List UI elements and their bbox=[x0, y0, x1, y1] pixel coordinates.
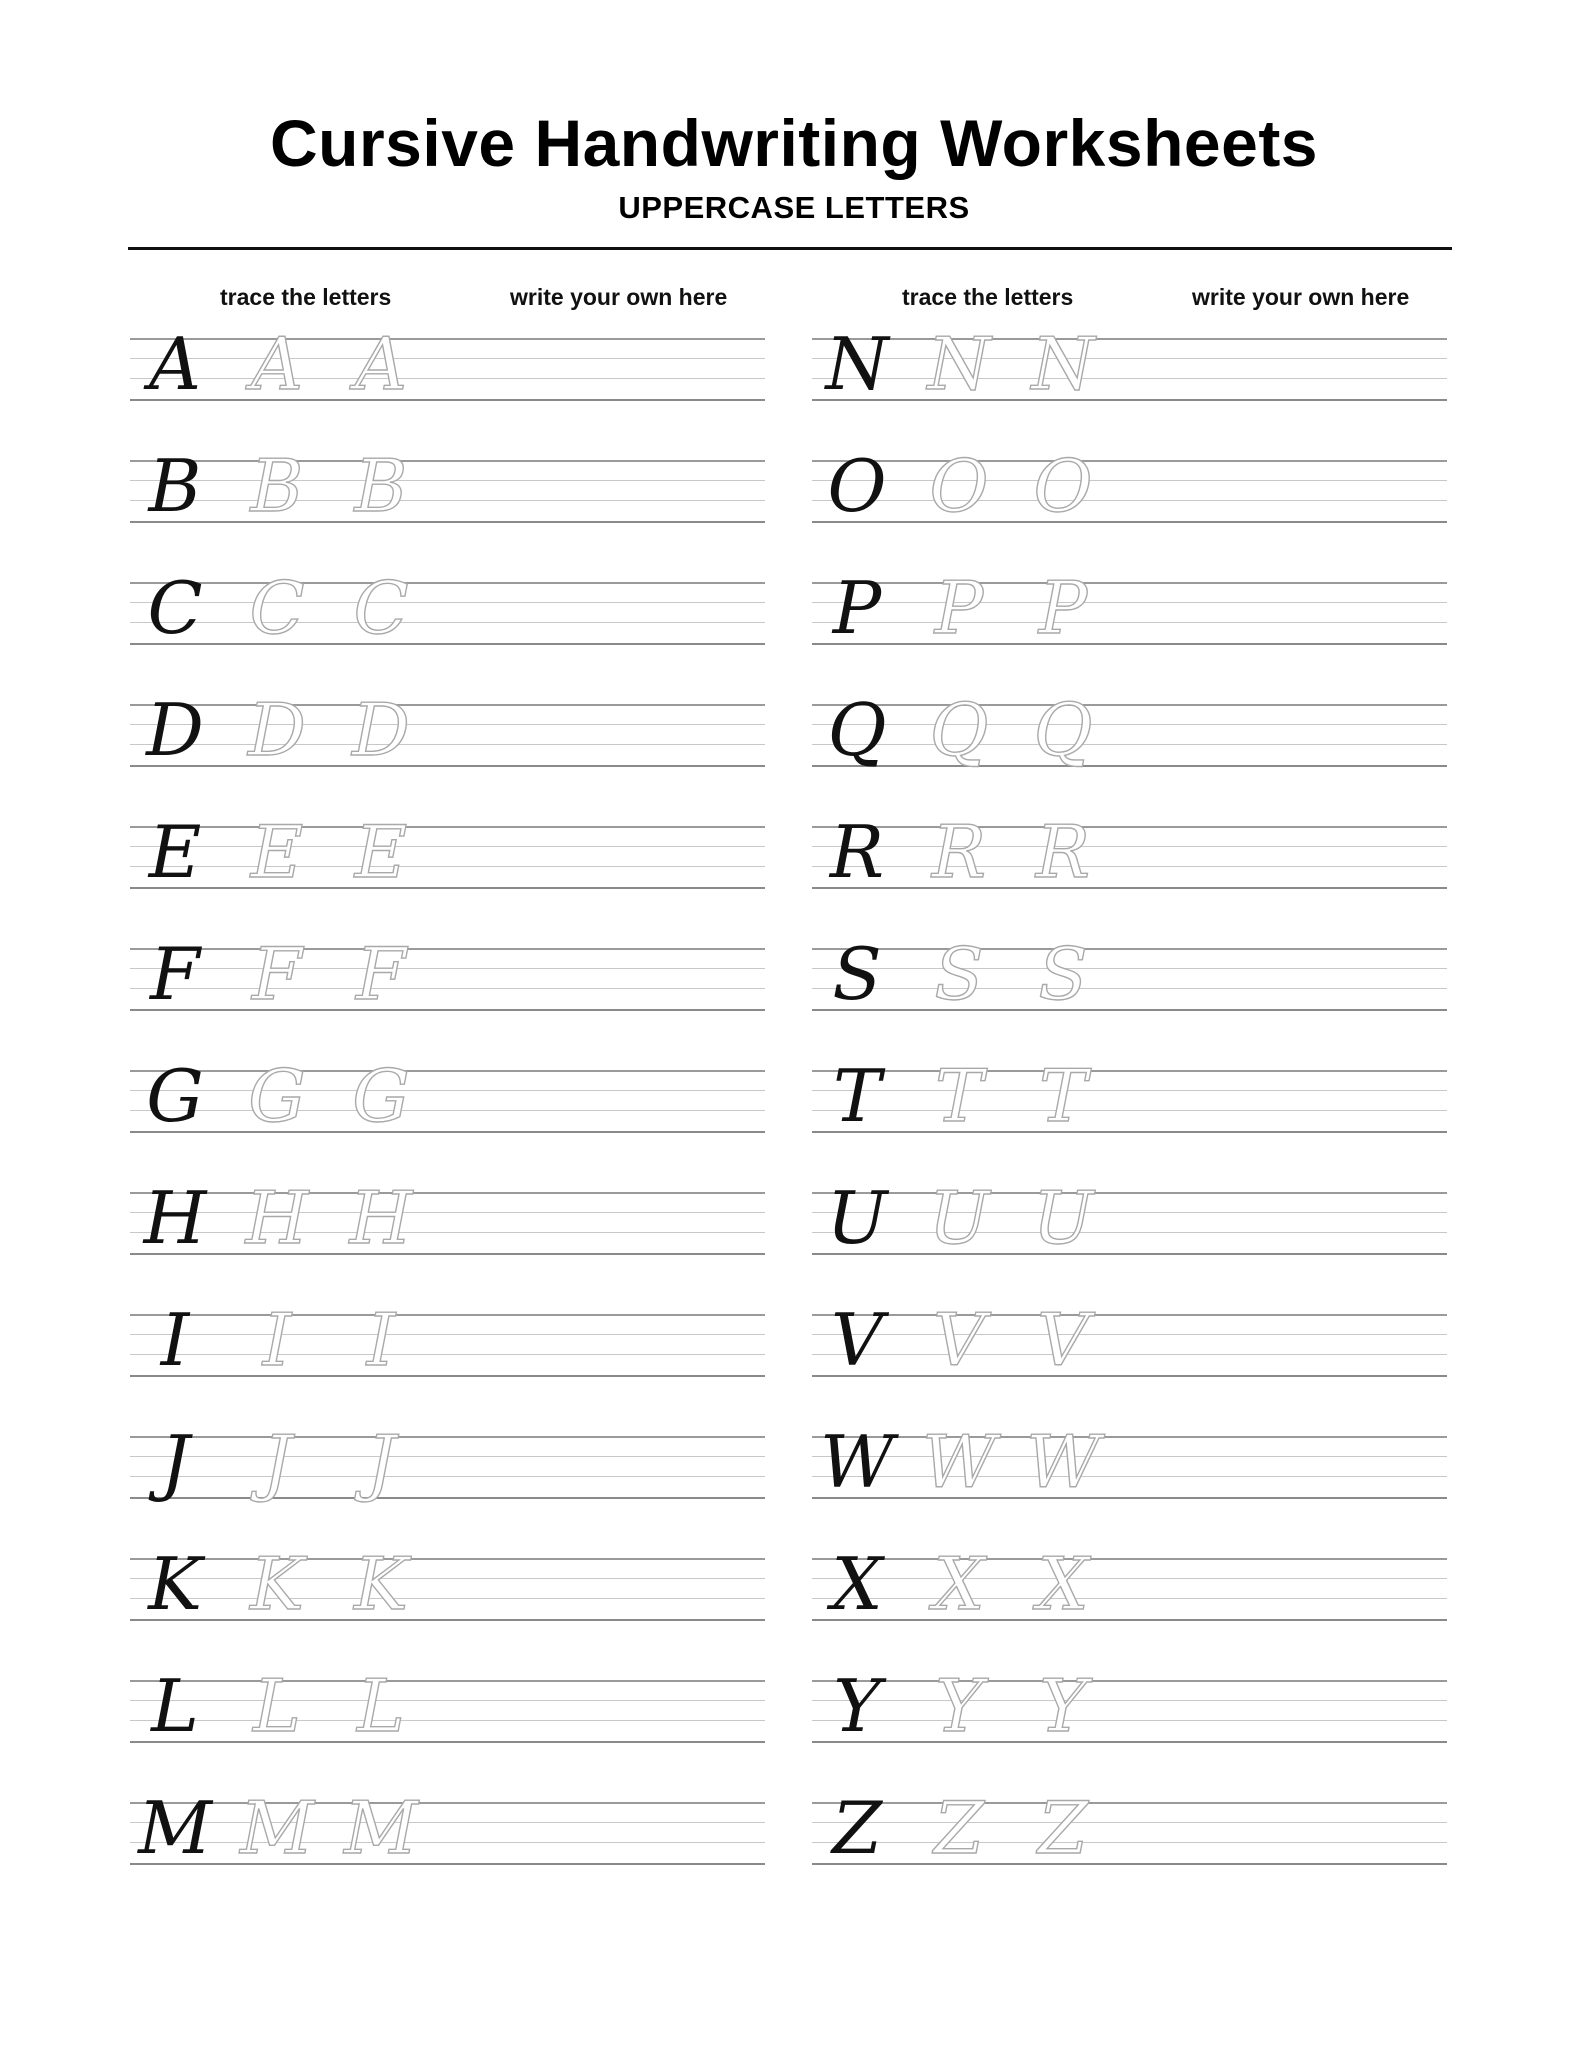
letter-row-x bbox=[812, 1542, 1447, 1626]
model-letter: Z bbox=[831, 1786, 883, 1870]
guide-line bbox=[812, 1314, 1447, 1316]
guide-line bbox=[812, 1192, 1447, 1194]
baseline bbox=[130, 1375, 765, 1377]
guide-line bbox=[130, 1110, 765, 1111]
trace-letter: G bbox=[248, 1054, 306, 1138]
guide-line bbox=[812, 826, 1447, 828]
letter-row-q bbox=[812, 688, 1447, 772]
trace-header: trace the letters bbox=[902, 284, 1074, 310]
left-column bbox=[130, 0, 765, 2056]
trace-letter: X bbox=[1037, 1542, 1089, 1626]
guide-line bbox=[812, 1598, 1447, 1599]
guide-line bbox=[812, 1680, 1447, 1682]
trace-letter: C bbox=[353, 566, 409, 650]
guide-line bbox=[812, 1070, 1447, 1072]
model-letter: F bbox=[150, 932, 200, 1016]
letter-row-s bbox=[812, 932, 1447, 1016]
guide-line bbox=[812, 744, 1447, 745]
guide-line bbox=[812, 1354, 1447, 1355]
guide-line bbox=[130, 1354, 765, 1355]
trace-letter: W bbox=[1025, 1420, 1100, 1504]
baseline bbox=[812, 1009, 1447, 1011]
letter-row-a bbox=[130, 322, 765, 406]
trace-letter: B bbox=[250, 444, 304, 528]
baseline bbox=[812, 1375, 1447, 1377]
guide-line bbox=[130, 622, 765, 623]
guide-line bbox=[130, 846, 765, 847]
guide-line bbox=[130, 1192, 765, 1194]
trace-header: trace the letters bbox=[220, 284, 392, 310]
trace-letter: Y bbox=[935, 1664, 983, 1748]
baseline bbox=[130, 1009, 765, 1011]
guide-line bbox=[812, 1842, 1447, 1843]
model-letter: R bbox=[829, 810, 885, 894]
letter-row-n bbox=[812, 322, 1447, 406]
model-letter: K bbox=[148, 1542, 202, 1626]
guide-line bbox=[812, 1578, 1447, 1579]
guide-line bbox=[130, 1598, 765, 1599]
guide-line bbox=[130, 602, 765, 603]
letter-row-c bbox=[130, 566, 765, 650]
guide-line bbox=[130, 582, 765, 584]
letter-row-e bbox=[130, 810, 765, 894]
baseline bbox=[812, 765, 1447, 767]
baseline bbox=[812, 643, 1447, 645]
guide-line bbox=[130, 1680, 765, 1682]
trace-letter: L bbox=[253, 1664, 301, 1748]
trace-letter: M bbox=[240, 1786, 314, 1870]
guide-line bbox=[812, 846, 1447, 847]
model-letter: A bbox=[149, 322, 201, 406]
guide-line bbox=[812, 968, 1447, 969]
guide-line bbox=[130, 1314, 765, 1316]
baseline bbox=[812, 887, 1447, 889]
trace-letter: N bbox=[927, 322, 991, 406]
guide-line bbox=[130, 866, 765, 867]
baseline bbox=[812, 1253, 1447, 1255]
trace-letter: Q bbox=[929, 688, 989, 772]
trace-letter: B bbox=[354, 444, 408, 528]
guide-line bbox=[130, 1090, 765, 1091]
baseline bbox=[130, 1131, 765, 1133]
guide-line bbox=[130, 1232, 765, 1233]
model-letter: X bbox=[831, 1542, 883, 1626]
trace-letter: C bbox=[249, 566, 305, 650]
baseline bbox=[130, 1253, 765, 1255]
model-letter: U bbox=[826, 1176, 888, 1260]
guide-line bbox=[812, 582, 1447, 584]
guide-line bbox=[130, 1802, 765, 1804]
guide-line bbox=[812, 338, 1447, 340]
letter-row-u bbox=[812, 1176, 1447, 1260]
model-letter: H bbox=[143, 1176, 207, 1260]
guide-line bbox=[812, 1476, 1447, 1477]
write-header: write your own here bbox=[1192, 284, 1410, 310]
baseline bbox=[812, 1497, 1447, 1499]
guide-line bbox=[130, 460, 765, 462]
trace-letter: S bbox=[934, 932, 984, 1016]
trace-letter: A bbox=[251, 322, 303, 406]
letter-row-k bbox=[130, 1542, 765, 1626]
letter-row-g bbox=[130, 1054, 765, 1138]
trace-letter: W bbox=[921, 1420, 996, 1504]
model-letter: O bbox=[827, 444, 887, 528]
trace-letter: U bbox=[928, 1176, 990, 1260]
guide-line bbox=[812, 1720, 1447, 1721]
trace-letter: F bbox=[356, 932, 406, 1016]
guide-line bbox=[812, 622, 1447, 623]
guide-line bbox=[812, 1212, 1447, 1213]
baseline bbox=[130, 1497, 765, 1499]
trace-letter: Z bbox=[1037, 1786, 1089, 1870]
model-letter: I bbox=[160, 1298, 190, 1382]
model-letter: N bbox=[825, 322, 889, 406]
baseline bbox=[130, 1741, 765, 1743]
guide-line bbox=[130, 1822, 765, 1823]
baseline bbox=[812, 1131, 1447, 1133]
letter-row-d bbox=[130, 688, 765, 772]
right-column bbox=[812, 0, 1447, 2056]
guide-line bbox=[812, 602, 1447, 603]
guide-line bbox=[812, 1700, 1447, 1701]
trace-letter: T bbox=[1038, 1054, 1088, 1138]
guide-line bbox=[130, 1456, 765, 1457]
letter-row-z bbox=[812, 1786, 1447, 1870]
trace-letter: J bbox=[366, 1420, 396, 1504]
guide-line bbox=[130, 724, 765, 725]
trace-letter: O bbox=[929, 444, 989, 528]
guide-line bbox=[812, 948, 1447, 950]
guide-line bbox=[130, 1578, 765, 1579]
baseline bbox=[812, 521, 1447, 523]
baseline bbox=[812, 399, 1447, 401]
trace-letter: D bbox=[248, 688, 306, 772]
guide-line bbox=[812, 866, 1447, 867]
guide-line bbox=[812, 1802, 1447, 1804]
guide-line bbox=[130, 338, 765, 340]
trace-letter: J bbox=[262, 1420, 292, 1504]
trace-letter: Y bbox=[1039, 1664, 1087, 1748]
trace-letter: I bbox=[262, 1298, 292, 1382]
write-header: write your own here bbox=[510, 284, 728, 310]
model-letter: L bbox=[151, 1664, 199, 1748]
trace-letter: X bbox=[933, 1542, 985, 1626]
guide-line bbox=[130, 704, 765, 706]
guide-line bbox=[130, 826, 765, 828]
guide-line bbox=[812, 1232, 1447, 1233]
guide-line bbox=[130, 358, 765, 359]
baseline bbox=[130, 399, 765, 401]
guide-line bbox=[130, 1720, 765, 1721]
letter-row-j bbox=[130, 1420, 765, 1504]
trace-letter: Z bbox=[933, 1786, 985, 1870]
trace-letter: R bbox=[1035, 810, 1091, 894]
baseline bbox=[812, 1863, 1447, 1865]
letter-row-b bbox=[130, 444, 765, 528]
letter-row-m bbox=[130, 1786, 765, 1870]
trace-letter: D bbox=[352, 688, 410, 772]
model-letter: M bbox=[138, 1786, 212, 1870]
trace-letter: Q bbox=[1033, 688, 1093, 772]
model-letter: S bbox=[832, 932, 882, 1016]
guide-line bbox=[812, 1110, 1447, 1111]
model-letter: E bbox=[148, 810, 202, 894]
letter-row-y bbox=[812, 1664, 1447, 1748]
guide-line bbox=[812, 480, 1447, 481]
guide-line bbox=[130, 500, 765, 501]
model-letter: B bbox=[148, 444, 202, 528]
guide-line bbox=[812, 1436, 1447, 1438]
page-subtitle: UPPERCASE LETTERS bbox=[618, 190, 970, 225]
letter-row-v bbox=[812, 1298, 1447, 1382]
trace-letter: O bbox=[1033, 444, 1093, 528]
model-letter: C bbox=[147, 566, 203, 650]
letter-row-t bbox=[812, 1054, 1447, 1138]
trace-letter: K bbox=[250, 1542, 304, 1626]
guide-line bbox=[812, 704, 1447, 706]
guide-line bbox=[130, 968, 765, 969]
guide-line bbox=[812, 1090, 1447, 1091]
model-letter: J bbox=[160, 1420, 190, 1504]
trace-letter: A bbox=[355, 322, 407, 406]
guide-line bbox=[812, 724, 1447, 725]
guide-line bbox=[812, 1334, 1447, 1335]
trace-letter: M bbox=[344, 1786, 418, 1870]
letter-row-o bbox=[812, 444, 1447, 528]
guide-line bbox=[812, 1822, 1447, 1823]
guide-line bbox=[130, 1212, 765, 1213]
guide-line bbox=[130, 378, 765, 379]
baseline bbox=[812, 1619, 1447, 1621]
model-letter: T bbox=[832, 1054, 882, 1138]
page-title: Cursive Handwriting Worksheets bbox=[269, 106, 1319, 180]
trace-letter: H bbox=[349, 1176, 413, 1260]
trace-letter: V bbox=[1037, 1298, 1089, 1382]
letter-row-w bbox=[812, 1420, 1447, 1504]
baseline bbox=[812, 1741, 1447, 1743]
trace-letter: V bbox=[933, 1298, 985, 1382]
guide-line bbox=[812, 378, 1447, 379]
model-letter: G bbox=[146, 1054, 204, 1138]
trace-letter: N bbox=[1031, 322, 1095, 406]
model-letter: Q bbox=[827, 688, 887, 772]
model-letter: Y bbox=[833, 1664, 881, 1748]
guide-line bbox=[130, 1558, 765, 1560]
letter-row-i bbox=[130, 1298, 765, 1382]
model-letter: V bbox=[831, 1298, 883, 1382]
trace-letter: G bbox=[352, 1054, 410, 1138]
guide-line bbox=[130, 1476, 765, 1477]
guide-line bbox=[812, 1456, 1447, 1457]
trace-letter: I bbox=[366, 1298, 396, 1382]
trace-letter: R bbox=[931, 810, 987, 894]
letter-row-h bbox=[130, 1176, 765, 1260]
trace-letter: E bbox=[354, 810, 408, 894]
guide-line bbox=[130, 988, 765, 989]
guide-line bbox=[130, 480, 765, 481]
baseline bbox=[130, 765, 765, 767]
baseline bbox=[130, 887, 765, 889]
guide-line bbox=[130, 744, 765, 745]
trace-letter: S bbox=[1038, 932, 1088, 1016]
trace-letter: F bbox=[252, 932, 302, 1016]
letter-row-p bbox=[812, 566, 1447, 650]
trace-letter: P bbox=[934, 566, 984, 650]
trace-letter: E bbox=[250, 810, 304, 894]
model-letter: P bbox=[832, 566, 882, 650]
guide-line bbox=[812, 1558, 1447, 1560]
guide-line bbox=[812, 358, 1447, 359]
baseline bbox=[130, 1863, 765, 1865]
guide-line bbox=[130, 1334, 765, 1335]
guide-line bbox=[130, 1436, 765, 1438]
letter-row-l bbox=[130, 1664, 765, 1748]
trace-letter: L bbox=[357, 1664, 405, 1748]
trace-letter: T bbox=[934, 1054, 984, 1138]
guide-line bbox=[812, 500, 1447, 501]
guide-line bbox=[130, 1070, 765, 1072]
trace-letter: K bbox=[354, 1542, 408, 1626]
guide-line bbox=[130, 1700, 765, 1701]
model-letter: D bbox=[146, 688, 204, 772]
letter-row-f bbox=[130, 932, 765, 1016]
guide-line bbox=[130, 1842, 765, 1843]
trace-letter: U bbox=[1032, 1176, 1094, 1260]
letter-row-r bbox=[812, 810, 1447, 894]
baseline bbox=[130, 1619, 765, 1621]
model-letter: W bbox=[819, 1420, 894, 1504]
guide-line bbox=[130, 948, 765, 950]
baseline bbox=[130, 521, 765, 523]
guide-line bbox=[812, 988, 1447, 989]
guide-line bbox=[812, 460, 1447, 462]
baseline bbox=[130, 643, 765, 645]
trace-letter: H bbox=[245, 1176, 309, 1260]
trace-letter: P bbox=[1038, 566, 1088, 650]
